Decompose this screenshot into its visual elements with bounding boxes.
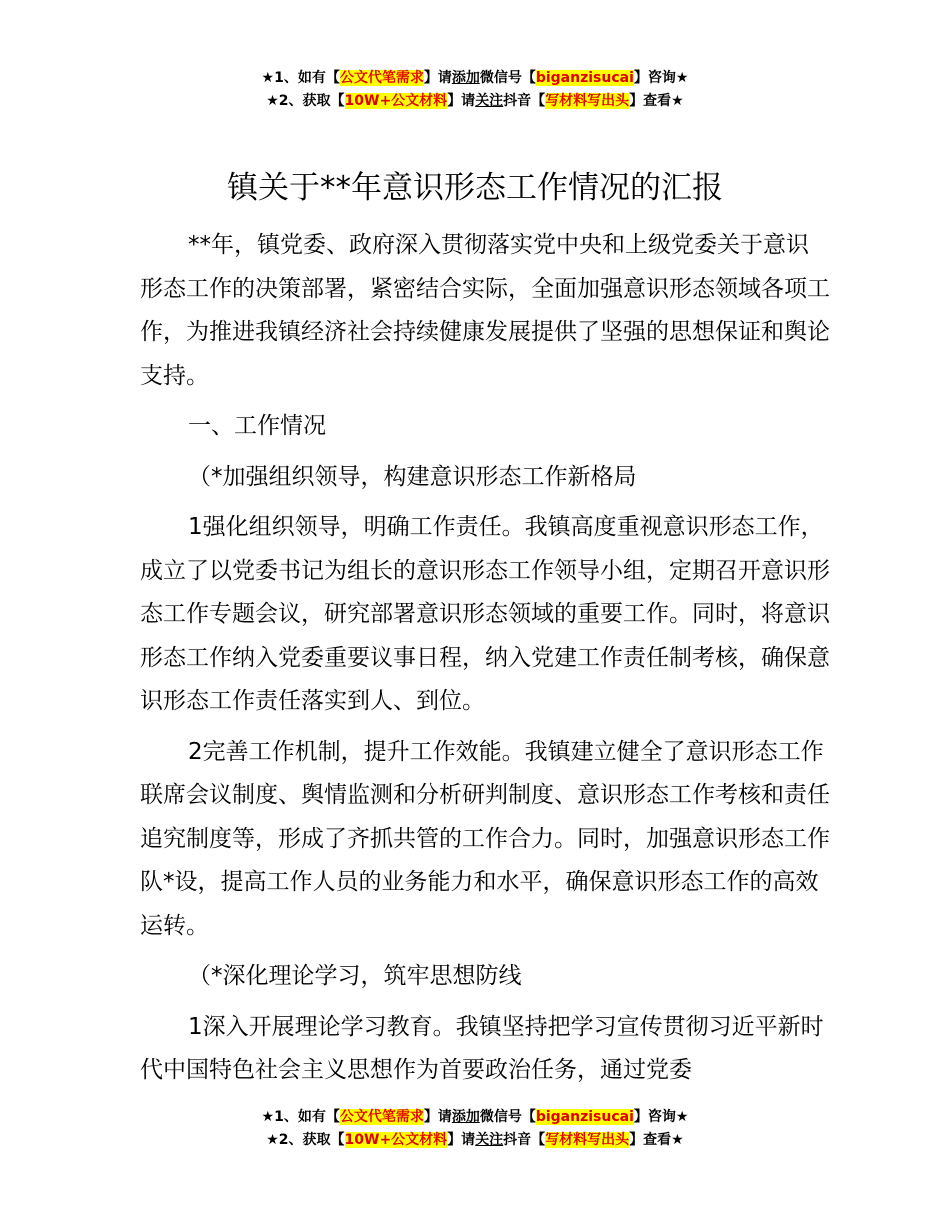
banner-text: ★2、获取【 (266, 93, 345, 109)
banner-highlight: biganzisucai (535, 70, 634, 86)
banner-text: 微信号【 (479, 70, 536, 86)
banner-highlight: 10W+公文材料 (344, 1132, 448, 1148)
banner-highlight: 写材料写出头 (545, 1132, 630, 1148)
banner-text: 】请 (447, 93, 476, 109)
banner-text: 】请 (423, 1109, 452, 1125)
document-body (140, 224, 830, 1100)
banner-line-2 (0, 90, 950, 113)
paragraph: 1深入开展理论学习教育。我镇坚持把学习宣传贯彻习近平新时代中国特色社会主义思想作为首要政治任务，通过党委 (140, 1013, 824, 1083)
banner-highlight: 写材料写出头 (545, 93, 630, 109)
banner-text: 抖音【 (503, 1132, 546, 1148)
banner-highlight: 公文代笔需求 (339, 70, 424, 86)
banner-text: ★2、获取【 (266, 1132, 345, 1148)
banner-text: 】请 (423, 70, 452, 86)
footer-banner (0, 1106, 950, 1152)
section-heading: 一、工作情况 (188, 413, 326, 439)
banner-text: 】查看★ (629, 1132, 684, 1148)
banner-emphasis: 添加 (451, 70, 480, 86)
banner-text: 】查看★ (629, 93, 684, 109)
banner-highlight: biganzisucai (535, 1109, 634, 1125)
subsection-heading: （*加强组织领导，构建意识形态工作新格局 (188, 463, 637, 490)
banner-text: ★1、如有【 (261, 70, 340, 86)
paragraph: 2完善工作机制，提升工作效能。我镇建立健全了意识形态工作联席会议制度、舆情监测和分析研判制度、意识形态工作考核和责任追究制度等，形成了齐抓共管的工作合力。同时，加强意识形态工作队*设，提高工作人员的业务能力和水平，确保意识形态工作的高效运转。 (140, 738, 830, 939)
banner-highlight: 公文代笔需求 (339, 1109, 424, 1125)
banner-line-2 (0, 1129, 950, 1152)
banner-emphasis: 关注 (475, 1132, 504, 1148)
paragraph: 1强化组织领导，明确工作责任。我镇高度重视意识形态工作，成立了以党委书记为组长的意识形态工作领导小组，定期召开意识形态工作专题会议，研究部署意识形态领域的重要工作。同时，将意识形态工作纳入党委重要议事日程，纳入党建工作责任制考核，确保意识形态工作责任落实到人、到位。 (140, 514, 830, 714)
paragraph-intro: **年，镇党委、政府深入贯彻落实党中央和上级党委关于意识形态工作的决策部署，紧密结合实际，全面加强意识形态领域各项工作，为推进我镇经济社会持续健康发展提供了坚强的思想保证和舆论支持。 (140, 232, 830, 389)
banner-text: ★1、如有【 (261, 1109, 340, 1125)
document-title: 镇关于**年意识形态工作情况的汇报 (227, 170, 723, 206)
banner-line-1 (0, 67, 950, 90)
banner-line-1 (0, 1106, 950, 1129)
subsection-heading: （*深化理论学习，筑牢思想防线 (188, 963, 522, 989)
banner-emphasis: 关注 (475, 93, 504, 109)
banner-text: 】请 (447, 1132, 476, 1148)
banner-text: 】咨询★ (633, 70, 689, 86)
banner-text: 抖音【 (503, 93, 546, 109)
banner-text: 微信号【 (479, 1109, 536, 1125)
banner-highlight: 10W+公文材料 (344, 93, 448, 109)
banner-text: 】咨询★ (633, 1109, 689, 1125)
banner-emphasis: 添加 (451, 1109, 480, 1125)
header-banner (0, 67, 950, 113)
